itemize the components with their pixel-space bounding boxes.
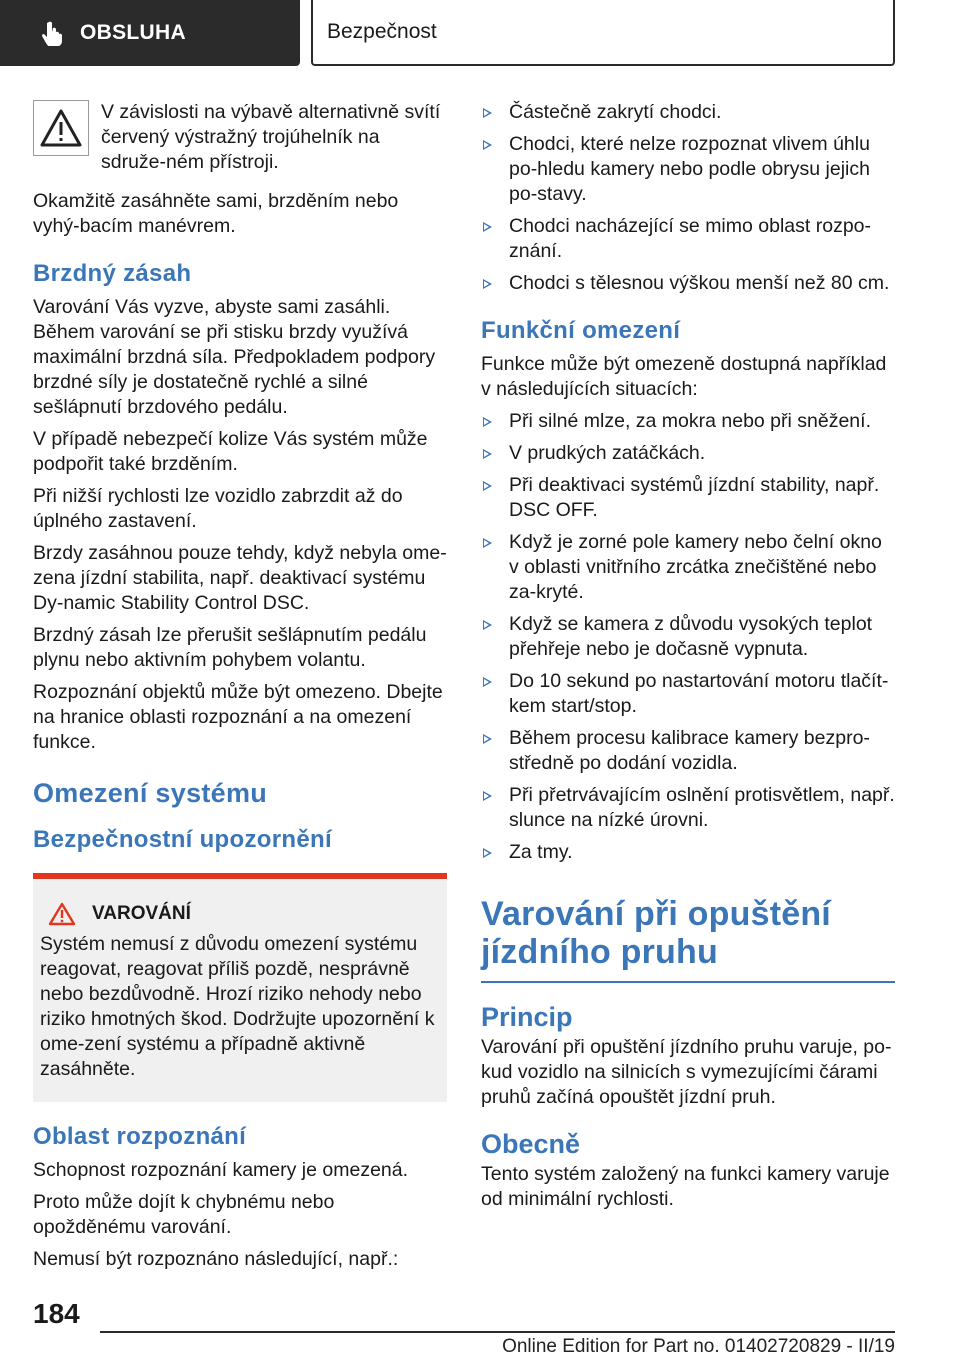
warning-light-text: V závislosti na výbavě alternativně svítí červený výstražný trojúhelník na sdruže-ném přístroji. [101, 101, 441, 173]
bullet-triangle-icon [483, 417, 492, 427]
paragraph: Proto může dojít k chybnému nebo opožděnému varování. [33, 1191, 335, 1238]
section-title: Bezpečnost [311, 0, 895, 66]
paragraph: Funkce může být omezeně dostupná například v následujících situacích: [481, 353, 887, 400]
paragraph: Při nižší rychlosti lze vozidlo zabrzdit až do úplného zastavení. [33, 485, 403, 532]
bullet-triangle-icon [483, 620, 492, 630]
paragraph: Nemusí být rozpoznáno následující, např.: [33, 1248, 399, 1270]
page-header [0, 0, 960, 66]
limitation-list [481, 409, 895, 865]
bullet-triangle-icon [483, 449, 492, 459]
bullet-triangle-icon [483, 538, 492, 548]
warning-header [48, 901, 439, 926]
list-item: Chodci s tělesnou výškou menší než 80 cm. [481, 271, 895, 296]
heading-lane-departure-warning: Varování při opuštění jízdního pruhu [481, 895, 895, 983]
paragraph: Okamžitě zasáhněte sami, brzděním nebo vyhý-bacím manévrem. [33, 190, 399, 237]
chapter-label: OBSLUHA [80, 21, 186, 44]
heading-function-limits: Funkční omezení [481, 317, 681, 344]
list-item: Když je zorné pole kamery nebo čelní okno v oblasti vnitřního zrcátka znečištěné nebo za-kryté. [481, 530, 895, 605]
heading-system-limits: Omezení systému [33, 778, 268, 808]
list-item: Při deaktivaci systémů jízdní stability, např. DSC OFF. [481, 473, 895, 523]
paragraph: Varování Vás vyzve, abyste sami zasáhli. Během varování se při stisku brzdy využívá maximální brzdná síla. Předpokladem podpory brzdné síly je dostatečně rychlé a silné sešlápnutí brzdového pedálu. [33, 296, 436, 418]
bullet-triangle-icon [483, 140, 492, 150]
warning-box [33, 873, 447, 1102]
bullet-triangle-icon [483, 734, 492, 744]
heading-brake-intervention: Brzdný zásah [33, 260, 192, 287]
list-item: Částečně zakrytí chodci. [481, 100, 895, 125]
paragraph: V případě nebezpečí kolize Vás systém může podpořit také brzděním. [33, 428, 428, 475]
right-column [481, 100, 895, 1219]
paragraph: Brzdný zásah lze přerušit sešlápnutím pedálu plynu nebo aktivním pohybem volantu. [33, 624, 427, 671]
undetected-list [481, 100, 895, 296]
paragraph: Schopnost rozpoznání kamery je omezená. [33, 1159, 409, 1181]
left-column [33, 100, 447, 1279]
footer-divider [100, 1331, 895, 1333]
heading-safety-notes: Bezpečnostní upozornění [33, 826, 332, 853]
page-number: 184 [33, 1298, 80, 1329]
warning-icon [48, 902, 76, 926]
bullet-triangle-icon [483, 279, 492, 289]
warning-label: VAROVÁNÍ [92, 903, 191, 924]
paragraph: Rozpoznání objektů může být omezeno. Dbejte na hranice oblasti rozpoznání a na omezení funkce. [33, 681, 443, 753]
heading-general: Obecně [481, 1129, 581, 1159]
list-item: Chodci, které nelze rozpoznat vlivem úhlu po-hledu kamery nebo podle obrysu jejich po-stavy. [481, 132, 895, 207]
warning-light-note [33, 100, 447, 175]
bullet-triangle-icon [483, 222, 492, 232]
list-item: V prudkých zatáčkách. [481, 441, 895, 466]
list-item: Během procesu kalibrace kamery bezpro-středně po dodání vozidla. [481, 726, 895, 776]
paragraph: Brzdy zasáhnou pouze tehdy, když nebyla ome-zena jízdní stabilita, např. deaktivací systému Dy-namic Stability Control DSC. [33, 542, 447, 614]
hand-pointer-icon [40, 20, 66, 46]
warning-text: Systém nemusí z důvodu omezení systému reagovat, reagovat příliš pozdě, nesprávně nebo bezdůvodně. Hrozí riziko nehody nebo riziko hmotných škod. Dodržujte upozornění k ome-zení systému a případně aktivně zasáhněte. [40, 933, 435, 1080]
bullet-triangle-icon [483, 108, 492, 118]
list-item: Při silné mlze, za mokra nebo při sněžení. [481, 409, 895, 434]
bullet-triangle-icon [483, 791, 492, 801]
list-item: Při přetrvávajícím oslnění protisvětlem, např. slunce na nízké úrovni. [481, 783, 895, 833]
list-item: Chodci nacházející se mimo oblast rozpo-znání. [481, 214, 895, 264]
bullet-triangle-icon [483, 677, 492, 687]
bullet-triangle-icon [483, 848, 492, 858]
heading-detection-area: Oblast rozpoznání [33, 1123, 247, 1150]
edition-info: Online Edition for Part no. 01402720829 - II/19 [502, 1336, 895, 1357]
paragraph: Tento systém založený na funkci kamery varuje od minimální rychlosti. [481, 1163, 890, 1210]
list-item: Za tmy. [481, 840, 895, 865]
chapter-tab [0, 0, 300, 66]
paragraph: Varování při opuštění jízdního pruhu varuje, po-kud vozidlo na silnicích s vymezujícími čárami pruhů začíná opouštět jízdní pruh. [481, 1036, 892, 1108]
bullet-triangle-icon [483, 481, 492, 491]
heading-principle: Princip [481, 1002, 573, 1032]
warning-triangle-icon [33, 100, 89, 156]
list-item: Do 10 sekund po nastartování motoru tlačít-kem start/stop. [481, 669, 895, 719]
list-item: Když se kamera z důvodu vysokých teplot přehřeje nebo je dočasně vypnuta. [481, 612, 895, 662]
